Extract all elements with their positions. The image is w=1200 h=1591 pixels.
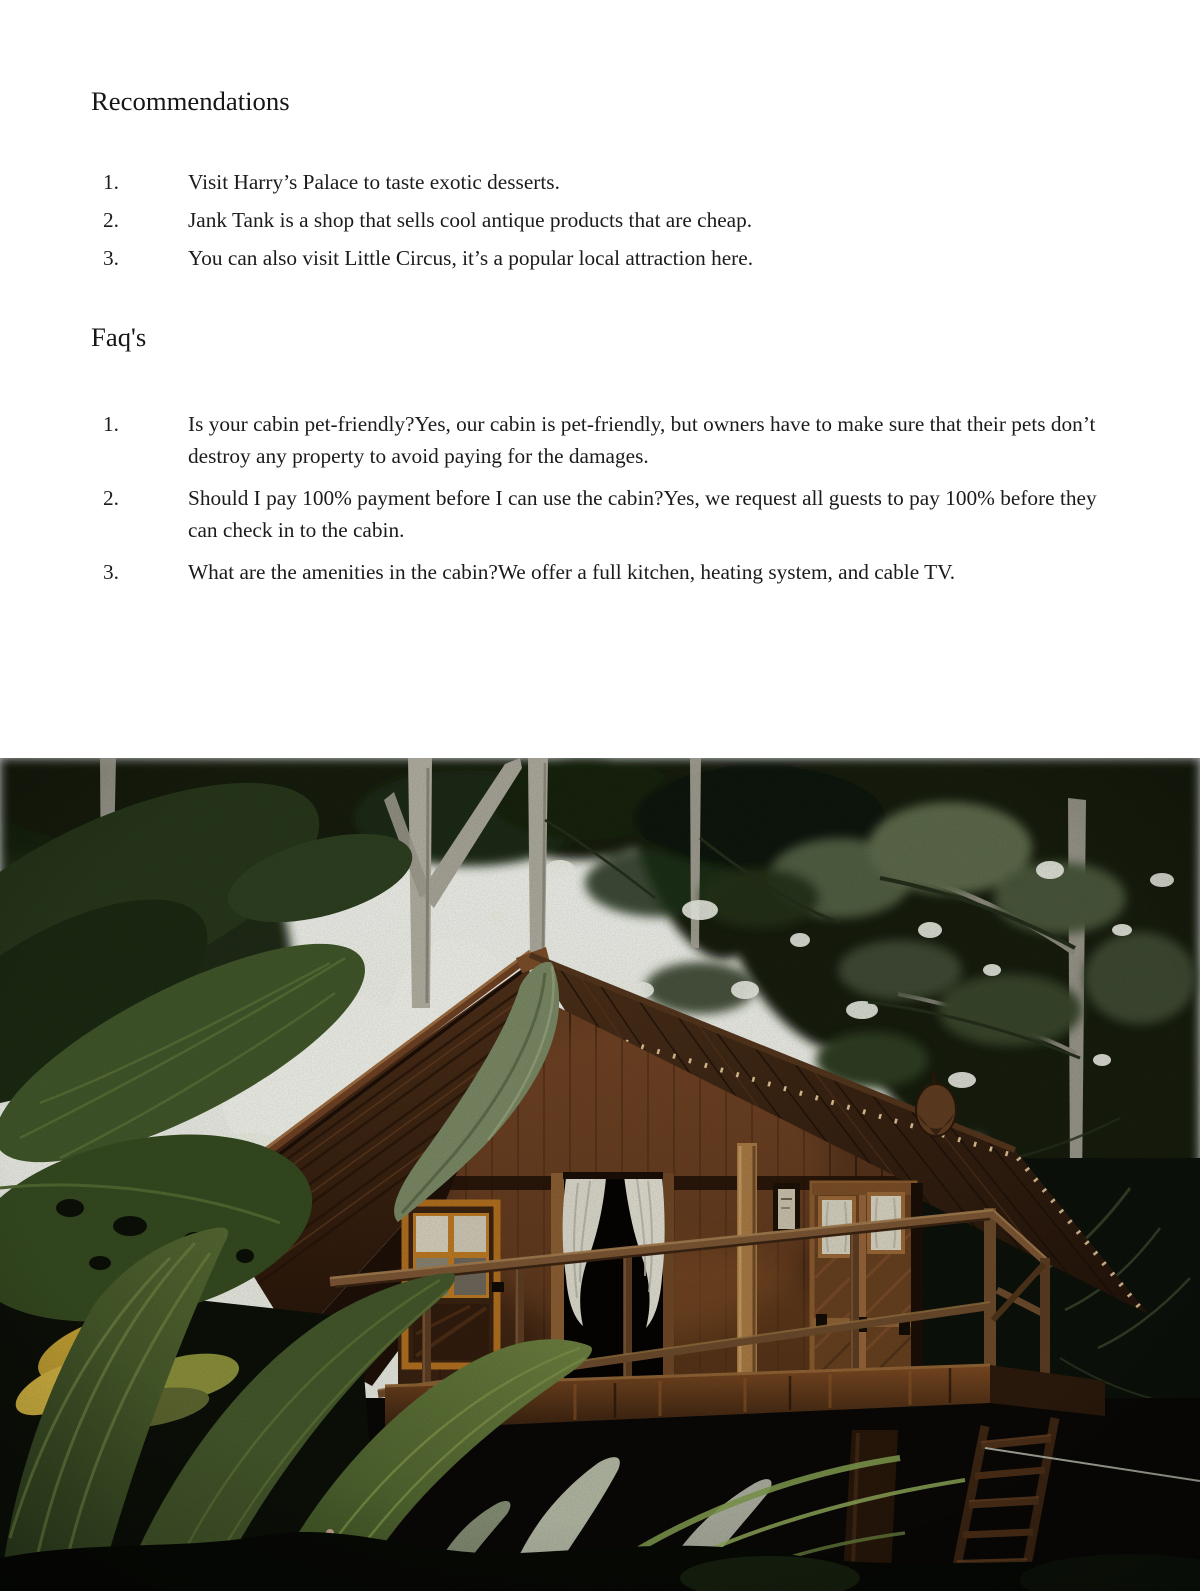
list-item-text: What are the amenities in the cabin?We offer a full kitchen, heating system, and cable TV. (188, 560, 956, 584)
list-marker: 1. (103, 170, 119, 194)
cabin-photo-illustration (0, 758, 1200, 1591)
list-item-text: Jank Tank is a shop that sells cool antique products that are cheap. (188, 208, 753, 232)
list-item (103, 556, 1116, 588)
list-marker: 3. (103, 246, 119, 270)
list-item-text: Visit Harry’s Palace to taste exotic desserts. (188, 170, 560, 194)
vignette (0, 758, 1200, 1591)
faq-list (103, 408, 1116, 598)
list-item (103, 242, 1116, 274)
list-item-text: Should I pay 100% payment before I can use the cabin?Yes, we request all guests to pay 100% before they can check in to the cabin. (188, 486, 1097, 542)
list-item (103, 482, 1116, 546)
cabin-photo (0, 758, 1200, 1591)
list-marker: 2. (103, 208, 119, 232)
list-marker: 1. (103, 412, 119, 436)
list-item-text: Is your cabin pet-friendly?Yes, our cabin is pet-friendly, but owners have to make sure that their pets don’t destroy any property to avoid paying for the damages. (188, 412, 1096, 468)
list-marker: 3. (103, 560, 119, 584)
list-item (103, 166, 1116, 198)
list-item (103, 408, 1116, 472)
section-heading-recommendations: Recommendations (91, 86, 290, 116)
list-marker: 2. (103, 486, 119, 510)
list-item-text: You can also visit Little Circus, it’s a popular local attraction here. (188, 246, 754, 270)
list-item (103, 204, 1116, 236)
recommendations-list (103, 166, 1116, 280)
section-heading-faqs: Faq's (91, 322, 147, 352)
